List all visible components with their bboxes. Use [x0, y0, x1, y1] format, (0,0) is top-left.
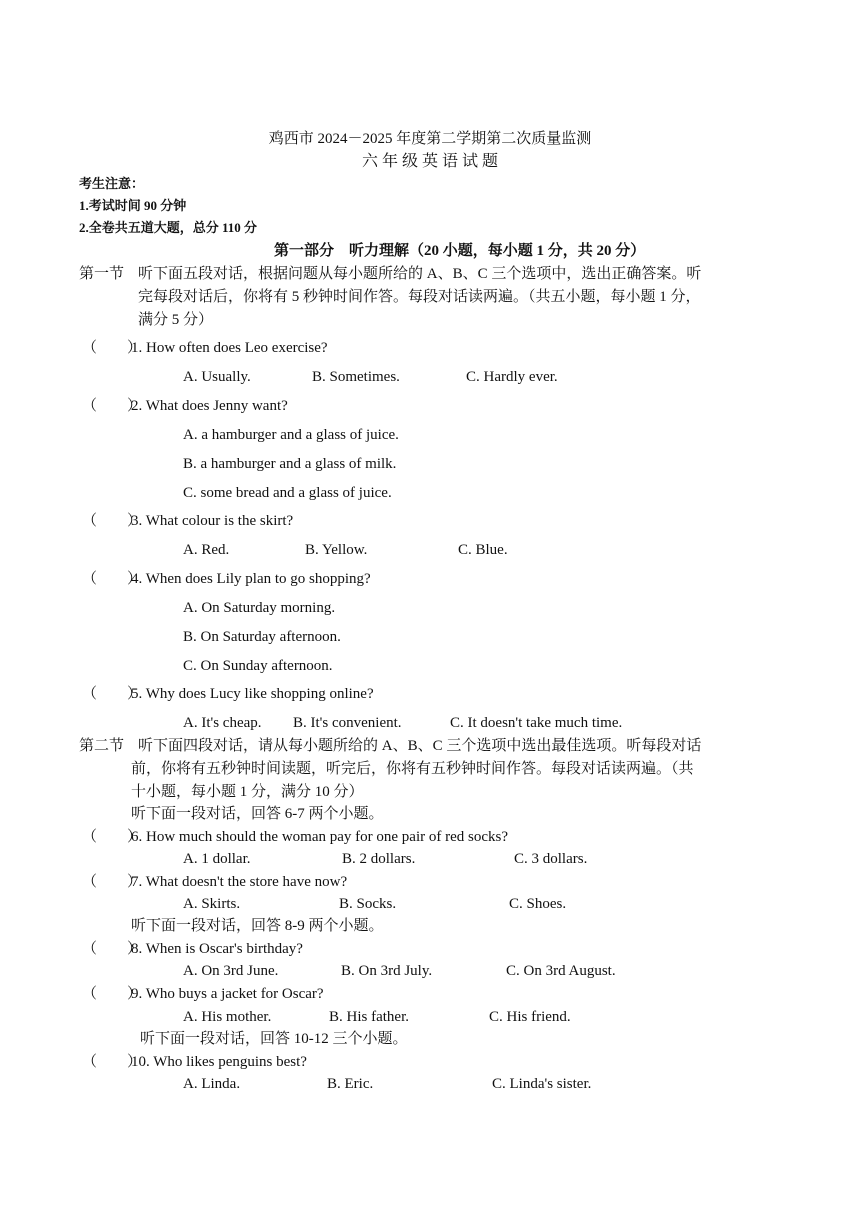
section1-instruction-line3: 满分 5 分） [138, 312, 214, 328]
q7-option-c[interactable]: C. Shoes. [509, 896, 567, 912]
q5-option-c[interactable]: C. It doesn't take much time. [450, 715, 623, 731]
answer-blank[interactable]: （ ） [82, 571, 143, 587]
q8-option-a[interactable]: A. On 3rd June. [183, 963, 279, 979]
question-9-text: 9. Who buys a jacket for Oscar? [131, 986, 324, 1002]
q2-option-c[interactable]: C. some bread and a glass of juice. [183, 485, 392, 501]
q4-option-a[interactable]: A. On Saturday morning. [183, 600, 336, 616]
q8-option-c[interactable]: C. On 3rd August. [506, 963, 616, 979]
answer-blank[interactable]: （ ） [82, 686, 143, 702]
subsection-instruction-8-9: 听下面一段对话，回答 8-9 两个小题。 [131, 918, 384, 934]
q1-option-a[interactable]: A. Usually. [183, 369, 251, 385]
q6-option-a[interactable]: A. 1 dollar. [183, 851, 251, 867]
q9-option-c[interactable]: C. His friend. [489, 1009, 571, 1025]
answer-blank[interactable]: （ ） [82, 340, 143, 356]
section1-instruction-line1: 听下面五段对话，根据问题从每小题所给的 A、B、C 三个选项中，选出正确答案。听 [138, 266, 702, 282]
notes-label: 考生注意： [79, 176, 145, 191]
answer-blank[interactable]: （ ） [82, 398, 143, 414]
question-3-text: 3. What colour is the skirt? [131, 513, 294, 529]
exam-title: 鸡西市 2024－2025 年度第二学期第二次质量监测 [268, 131, 592, 147]
q9-option-a[interactable]: A. His mother. [183, 1009, 272, 1025]
question-2-text: 2. What does Jenny want? [131, 398, 288, 414]
notes-item-time: 1.考试时间 90 分钟 [79, 198, 187, 213]
q3-option-a[interactable]: A. Red. [183, 542, 230, 558]
answer-blank[interactable]: （ ） [82, 874, 143, 890]
q8-option-b[interactable]: B. On 3rd July. [341, 963, 433, 979]
q1-option-c[interactable]: C. Hardly ever. [466, 369, 558, 385]
q4-option-c[interactable]: C. On Sunday afternoon. [183, 658, 333, 674]
question-8-text: 8. When is Oscar's birthday? [131, 941, 303, 957]
section2-instruction-line3: 十小题，每小题 1 分，满分 10 分） [131, 784, 364, 800]
q10-option-c[interactable]: C. Linda's sister. [492, 1076, 592, 1092]
q3-option-b[interactable]: B. Yellow. [305, 542, 368, 558]
question-7-text: 7. What doesn't the store have now? [131, 874, 348, 890]
q1-option-b[interactable]: B. Sometimes. [312, 369, 400, 385]
question-5-text: 5. Why does Lucy like shopping online? [131, 686, 374, 702]
question-4-text: 4. When does Lily plan to go shopping? [131, 571, 371, 587]
section2-instruction-line1: 听下面四段对话，请从每小题所给的 A、B、C 三个选项中选出最佳选项。听每段对话 [138, 738, 702, 754]
answer-blank[interactable]: （ ） [82, 1054, 143, 1070]
q7-option-a[interactable]: A. Skirts. [183, 896, 241, 912]
q5-option-b[interactable]: B. It's convenient. [293, 715, 402, 731]
q10-option-a[interactable]: A. Linda. [183, 1076, 241, 1092]
q5-option-a[interactable]: A. It's cheap. [183, 715, 262, 731]
q6-option-c[interactable]: C. 3 dollars. [514, 851, 588, 867]
q4-option-b[interactable]: B. On Saturday afternoon. [183, 629, 341, 645]
question-10-text: 10. Who likes penguins best? [131, 1054, 307, 1070]
q7-option-b[interactable]: B. Socks. [339, 896, 397, 912]
section1-instruction-line2: 完每段对话后，你将有 5 秒钟时间作答。每段对话读两遍。（共五小题，每小题 1 分， [138, 289, 701, 305]
question-6-text: 6. How much should the woman pay for one pair of red socks? [131, 829, 508, 845]
answer-blank[interactable]: （ ） [82, 829, 143, 845]
q9-option-b[interactable]: B. His father. [329, 1009, 409, 1025]
question-1-text: 1. How often does Leo exercise? [131, 340, 328, 356]
section2-instruction-line2: 前，你将有五秒钟时间读题，听完后，你将有五秒钟时间作答。每段对话读两遍。（共 [131, 761, 694, 777]
subsection-instruction-10-12: 听下面一段对话，回答 10-12 三个小题。 [140, 1031, 408, 1047]
answer-blank[interactable]: （ ） [82, 941, 143, 957]
notes-item-score: 2.全卷共五道大题，总分 110 分 [79, 220, 258, 235]
q2-option-b[interactable]: B. a hamburger and a glass of milk. [183, 456, 397, 472]
answer-blank[interactable]: （ ） [82, 513, 143, 529]
subsection-instruction-6-7: 听下面一段对话，回答 6-7 两个小题。 [131, 806, 384, 822]
section2-label: 第二节 [79, 738, 125, 754]
answer-blank[interactable]: （ ） [82, 986, 143, 1002]
exam-subtitle: 六 年 级 英 语 试 题 [361, 153, 498, 170]
q6-option-b[interactable]: B. 2 dollars. [342, 851, 416, 867]
q10-option-b[interactable]: B. Eric. [327, 1076, 374, 1092]
q3-option-c[interactable]: C. Blue. [458, 542, 508, 558]
section1-label: 第一节 [79, 266, 125, 282]
part1-heading: 第一部分 听力理解（20 小题，每小题 1 分，共 20 分） [274, 243, 646, 259]
q2-option-a[interactable]: A. a hamburger and a glass of juice. [183, 427, 399, 443]
